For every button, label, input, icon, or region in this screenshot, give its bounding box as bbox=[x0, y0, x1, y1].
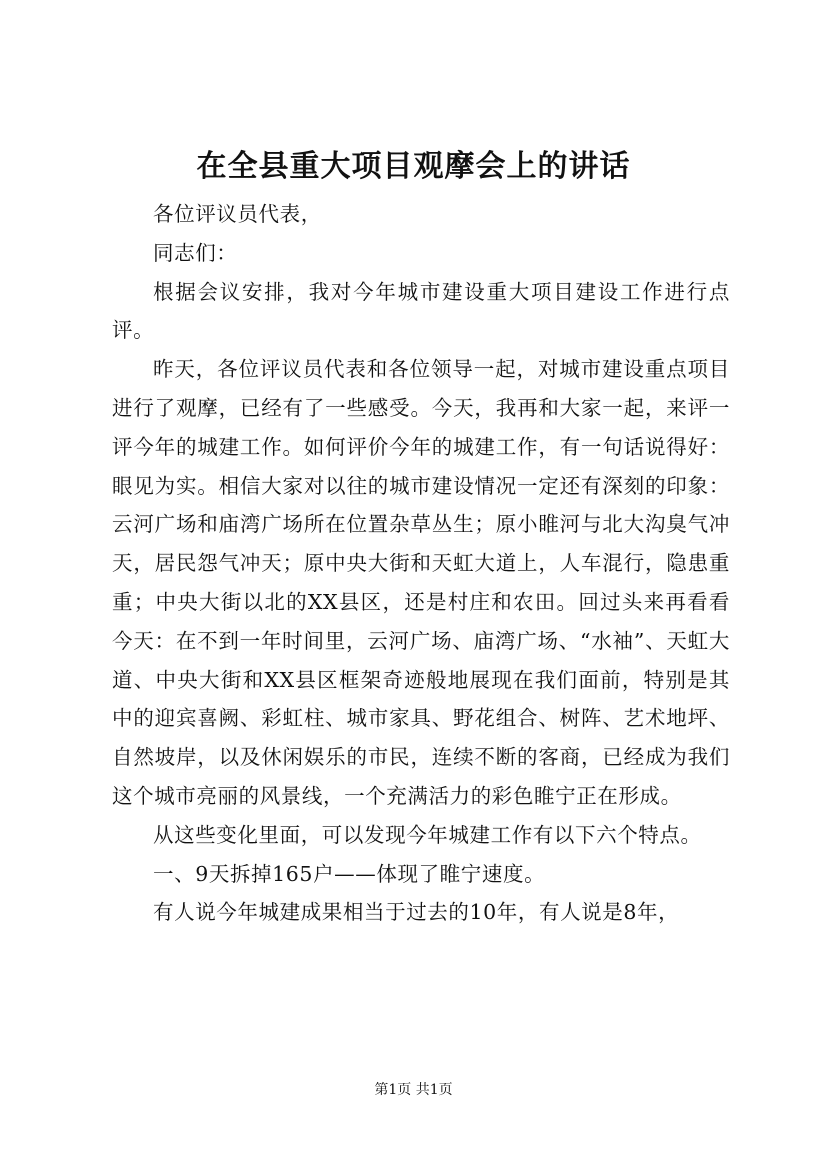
paragraph-greeting: 同志们： bbox=[153, 240, 238, 265]
paragraph-heading-one: 一、9天拆掉165户——体现了睢宁速度。 bbox=[153, 861, 546, 886]
document-title: 在全县重大项目观摩会上的讲话 bbox=[196, 149, 631, 184]
document-body bbox=[112, 195, 730, 932]
paragraph-salutation: 各位评议员代表， bbox=[153, 202, 322, 226]
paragraph-review: 昨天，各位评议员代表和各位领导一起，对城市建设重点项目进行了观摩，已经有了一些感受。今天，我再和大家一起，来评一评今年的城建工作。如何评价今年的城建工作，有一句话说得好：眼见为实。相信大家对以往的城市建设情况一定还有深刻的印象：云河广场和庙湾广场所在位置杂草丛生；原小睢河与北大沟臭气冲天，居民怨气冲天；原中央大街和天虹大道上，人车混行，隐患重重；中央大街以北的XX县区，还是村庄和农田。回过头来再看看今天：在不到一年时间里，云河广场、庙湾广场、“水袖”、天虹大道、中央大街和XX县区框架奇迹般地展现在我们面前，特别是其中的迎宾喜阙、彩虹柱、城市家具、野花组合、树阵、艺术地坪、自然坡岸，以及休闲娱乐的市民，连续不断的客商，已经成为我们这个城市亮丽的风景线，一个充满活力的彩色睢宁正在形成。 bbox=[112, 357, 730, 808]
paragraph-continuation: 有人说今年城建成果相当于过去的10年，有人说是8年， bbox=[153, 900, 680, 925]
page-footer: 第1页 共1页 bbox=[374, 1082, 453, 1098]
paragraph-features: 从这些变化里面，可以发现今年城建工作有以下六个特点。 bbox=[153, 822, 702, 847]
paragraph-intro: 根据会议安排，我对今年城市建设重大项目建设工作进行点评。 bbox=[112, 279, 730, 343]
